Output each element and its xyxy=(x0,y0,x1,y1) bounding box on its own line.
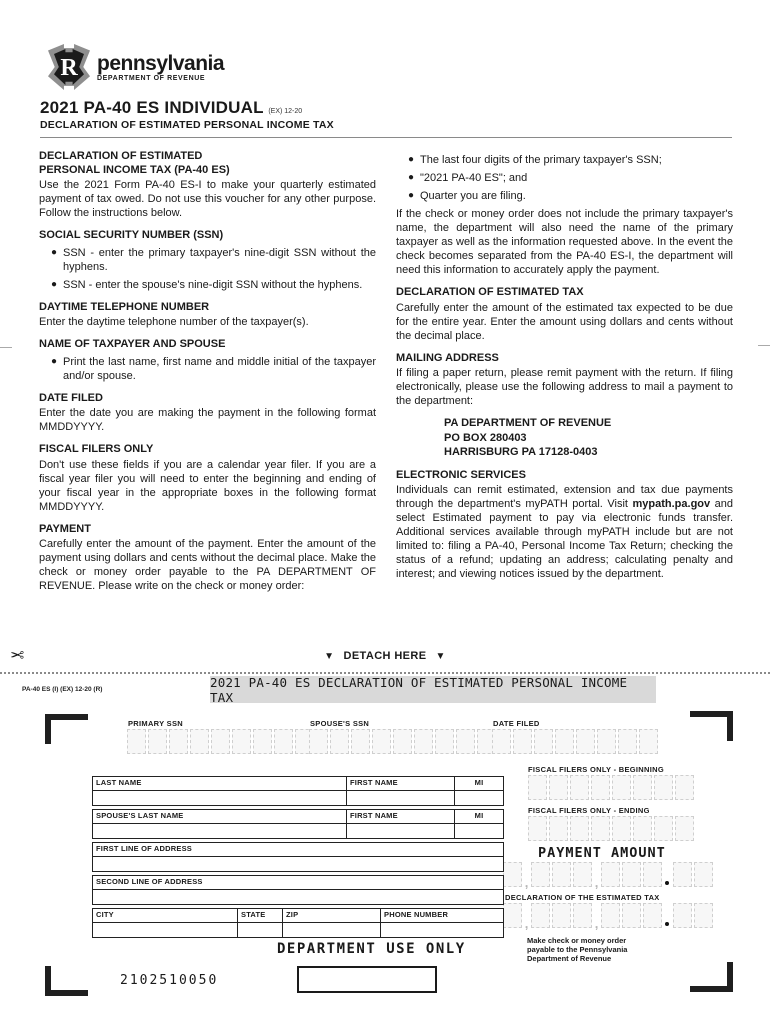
paragraph xyxy=(396,301,733,343)
instruction-section xyxy=(39,523,376,594)
section-heading: DECLARATION OF ESTIMATED TAX xyxy=(396,286,584,298)
paragraph xyxy=(396,207,733,277)
last-name-label: LAST NAME xyxy=(93,777,346,791)
address1-label: FIRST LINE OF ADDRESS xyxy=(93,843,503,857)
entry-box xyxy=(591,775,610,800)
entry-box xyxy=(232,729,251,754)
state-field xyxy=(238,923,282,937)
text: Carefully enter the amount of the estimated tax expected to be due for the entire year. Enter the amount using dollars and cents without the decimal place. xyxy=(396,301,733,342)
keystone-logo-icon xyxy=(48,44,90,90)
fold-mark-left xyxy=(0,347,12,348)
decimal-point xyxy=(664,879,671,887)
instruction-section xyxy=(39,301,376,330)
bullet-text xyxy=(63,355,376,383)
entry-box xyxy=(654,775,673,800)
city-label: CITY xyxy=(93,909,237,923)
entry-box xyxy=(330,729,349,754)
instruction-section xyxy=(39,443,376,514)
corner-mark-bottom-left xyxy=(45,966,88,996)
bullet-item xyxy=(39,246,376,274)
section-heading: SOCIAL SECURITY NUMBER (SSN) xyxy=(39,229,224,241)
entry-box xyxy=(601,862,620,887)
voucher-scanline-number: 2102510050 xyxy=(120,973,219,988)
entry-box xyxy=(643,862,662,887)
bullet-icon: ● xyxy=(408,154,415,165)
instruction-section xyxy=(396,153,733,277)
fiscal-beginning-boxes xyxy=(528,775,694,800)
text: Quarter you are filing. xyxy=(420,190,526,202)
instructions xyxy=(39,150,733,593)
section-heading: NAME OF TAXPAYER AND SPOUSE xyxy=(39,338,226,350)
bullet-text xyxy=(420,189,733,203)
bullet-item xyxy=(39,355,376,383)
entry-box xyxy=(654,816,673,841)
section-heading: FISCAL FILERS ONLY xyxy=(39,443,154,455)
declaration-tax-label: DECLARATION OF THE ESTIMATED TAX xyxy=(505,893,660,902)
fiscal-beginning-label: FISCAL FILERS ONLY - BEGINNING xyxy=(528,765,664,774)
pa-revenue-logo xyxy=(48,44,224,90)
section-heading: ELECTRONIC SERVICES xyxy=(396,468,526,481)
entry-box xyxy=(414,729,433,754)
bullet-item xyxy=(39,278,376,292)
text: If the check or money order does not include the primary taxpayer's name, the department will also need the name of the primary taxpayer as well as the information requested above. In the event the check becomes separated from the PA-40 ES-I, the department will need this information to accurately apply the payment. xyxy=(396,208,733,276)
entry-box xyxy=(552,862,571,887)
corner-mark-top-right xyxy=(690,711,733,741)
spouse-last-name-field xyxy=(93,824,346,838)
entry-box xyxy=(633,775,652,800)
entry-box xyxy=(673,862,692,887)
entry-box xyxy=(435,729,454,754)
entry-box xyxy=(576,729,595,754)
paragraph xyxy=(396,366,733,408)
address1-field xyxy=(93,857,503,871)
entry-box xyxy=(570,775,589,800)
entry-box xyxy=(549,816,568,841)
entry-box xyxy=(573,903,592,928)
entry-box xyxy=(456,729,475,754)
declaration-tax-boxes xyxy=(503,903,713,931)
instruction-section xyxy=(39,229,376,292)
spouse-mi-field xyxy=(455,824,503,838)
entry-box xyxy=(675,816,694,841)
table-row xyxy=(92,776,504,806)
corner-mark-bottom-right xyxy=(690,962,733,992)
entry-box xyxy=(622,903,641,928)
bullet-icon: ● xyxy=(51,355,58,367)
instruction-section xyxy=(396,469,733,582)
instruction-section xyxy=(396,352,733,460)
text: The last four digits of the primary taxpayer's SSN; xyxy=(420,154,662,166)
voucher-title-text: 2021 PA-40 ES DECLARATION OF ESTIMATED PERSONAL INCOME TAX xyxy=(210,674,628,705)
entry-box xyxy=(148,729,167,754)
table-row xyxy=(92,908,504,938)
keystone-letter: R xyxy=(60,54,78,81)
entry-box xyxy=(552,903,571,928)
form-title-text: 2021 PA-40 ES INDIVIDUAL xyxy=(40,98,264,117)
brand-department: DEPARTMENT OF REVENUE xyxy=(97,74,206,82)
paragraph xyxy=(39,315,376,329)
text: Enter the daytime telephone number of the taxpayer(s). xyxy=(39,316,309,328)
entry-box xyxy=(601,903,620,928)
taxpayer-info-table xyxy=(92,776,504,941)
text: SSN - enter the spouse's nine-digit SSN without the hyphens. xyxy=(63,278,363,291)
zip-label: ZIP xyxy=(283,909,380,923)
bullet-text xyxy=(63,278,376,292)
mailing-address-block: PA DEPARTMENT OF REVENUE PO BOX 280403 HARRISBURG PA 17128-0403 xyxy=(444,417,612,458)
entry-box xyxy=(513,729,532,754)
text: Carefully enter the amount of the payment. Enter the amount of the payment using dollars and cents without the decimal place. Make the check or money order payable to the PA DEPARTMENT OF REVENUE. Please write on the check or money order: xyxy=(39,538,376,592)
paragraph xyxy=(39,537,376,593)
table-row xyxy=(92,842,504,872)
entry-box xyxy=(618,729,637,754)
form-subtitle: DECLARATION OF ESTIMATED PERSONAL INCOME TAX xyxy=(40,119,334,131)
make-check-note: Make check or money order payable to the Pennsylvania Department of Revenue xyxy=(527,936,628,963)
instruction-section xyxy=(39,150,376,220)
table-row xyxy=(92,809,504,839)
city-field xyxy=(93,923,237,937)
section-heading: DECLARATION OF ESTIMATED PERSONAL INCOME TAX (PA-40 ES) xyxy=(39,150,230,176)
section-heading: MAILING ADDRESS xyxy=(396,351,499,364)
entry-box xyxy=(528,775,547,800)
department-use-only-label: DEPARTMENT USE ONLY xyxy=(277,941,466,957)
entry-box xyxy=(211,729,230,754)
text: "2021 PA-40 ES"; and xyxy=(420,172,528,184)
text: SSN - enter the primary taxpayer's nine-digit SSN without the hyphens. xyxy=(63,246,376,273)
text: Use the 2021 Form PA-40 ES-I to make your quarterly estimated payment of tax owed. Do not use this voucher for any other purpose. Follow the instructions below. xyxy=(39,179,376,219)
comma-separator: , xyxy=(524,875,529,890)
instruction-section xyxy=(39,392,376,435)
bullet-text xyxy=(420,171,733,185)
date-filed-label: DATE FILED xyxy=(493,719,540,728)
instruction-section xyxy=(396,286,733,343)
scissors-icon: ✂ xyxy=(10,646,25,665)
department-use-box xyxy=(297,966,437,993)
bold-text: mypath.pa.gov xyxy=(632,498,711,510)
entry-box xyxy=(531,903,550,928)
voucher-title-banner xyxy=(210,676,656,703)
form-title-revision: (EX) 12-20 xyxy=(268,108,303,115)
entry-box xyxy=(393,729,412,754)
entry-box xyxy=(503,862,522,887)
bullet-icon: ● xyxy=(408,172,415,183)
text: Don't use these fields if you are a calendar year filer. If you are a fiscal year filer you will need to enter the beginning and ending of your fiscal year in the appropriate boxes in the following format MMDDYYYY. xyxy=(39,458,376,513)
phone-field xyxy=(381,923,503,937)
entry-box xyxy=(673,903,692,928)
zip-field xyxy=(283,923,380,937)
mi-field xyxy=(455,791,503,805)
decimal-point xyxy=(664,920,671,928)
entry-box xyxy=(573,862,592,887)
paragraph xyxy=(39,458,376,514)
entry-box xyxy=(534,729,553,754)
comma-separator: , xyxy=(594,916,599,931)
entry-box xyxy=(633,816,652,841)
comma-separator: , xyxy=(594,875,599,890)
bullet-item xyxy=(396,153,733,167)
entry-box xyxy=(531,862,550,887)
address2-field xyxy=(93,890,503,904)
paragraph xyxy=(396,483,733,581)
primary-ssn-label: PRIMARY SSN xyxy=(128,719,183,728)
entry-box xyxy=(549,775,568,800)
bullet-item xyxy=(396,171,733,185)
date-filed-boxes xyxy=(492,729,658,754)
fiscal-ending-label: FISCAL FILERS ONLY - ENDING xyxy=(528,806,650,815)
phone-label: PHONE NUMBER xyxy=(381,909,503,923)
entry-box xyxy=(612,816,631,841)
entry-box xyxy=(492,729,511,754)
instructions-right-column xyxy=(396,150,733,593)
entry-box xyxy=(622,862,641,887)
entry-box xyxy=(372,729,391,754)
text: and select Estimated payment to pay via electronic funds transfer. Additional services available through myPATH include but are not limited to: filing a PA-40, Personal Income Tax Return; checking the status of a refund; updating an address; calculating penalty and interest; and viewing notices issued by the department. xyxy=(396,498,733,580)
section-heading: DATE FILED xyxy=(39,391,103,404)
spouse-last-name-label: SPOUSE'S LAST NAME xyxy=(93,810,346,824)
text: Print the last name, first name and middle initial of the taxpayer and/or spouse. xyxy=(63,355,376,382)
section-heading: PAYMENT xyxy=(39,522,91,535)
entry-box xyxy=(309,729,328,754)
voucher-form-code: PA-40 ES (I) (EX) 12-20 (R) xyxy=(22,686,103,693)
entry-box xyxy=(503,903,522,928)
table-row xyxy=(92,875,504,905)
instruction-section xyxy=(39,338,376,383)
bullet-icon: ● xyxy=(408,190,415,201)
bullet-item xyxy=(396,189,733,203)
spouse-first-name-label: FIRST NAME xyxy=(347,810,454,824)
last-name-field xyxy=(93,791,346,805)
entry-box xyxy=(190,729,209,754)
entry-box xyxy=(643,903,662,928)
instructions-left-column xyxy=(39,150,376,593)
entry-box xyxy=(570,816,589,841)
primary-ssn-boxes xyxy=(127,729,314,754)
detach-text: DETACH HERE xyxy=(343,650,427,662)
spouse-mi-label: MI xyxy=(455,810,503,824)
entry-box xyxy=(253,729,272,754)
text: Individuals can remit estimated, extension and tax due payments through the department's myPATH portal. Visit xyxy=(396,484,733,510)
entry-box xyxy=(274,729,293,754)
entry-box xyxy=(694,903,713,928)
detach-here-label xyxy=(0,650,770,662)
entry-box xyxy=(555,729,574,754)
text: Enter the date you are making the payment in the following format MMDDYYYY. xyxy=(39,407,376,433)
entry-box xyxy=(675,775,694,800)
first-name-label: FIRST NAME xyxy=(347,777,454,791)
paragraph xyxy=(39,178,376,220)
header-divider xyxy=(40,137,732,138)
entry-box xyxy=(528,816,547,841)
section-heading: DAYTIME TELEPHONE NUMBER xyxy=(39,300,210,313)
payment-amount-boxes xyxy=(503,862,713,890)
fold-mark-right xyxy=(758,345,770,346)
comma-separator: , xyxy=(524,916,529,931)
entry-box xyxy=(127,729,146,754)
entry-box xyxy=(597,729,616,754)
brand-name: pennsylvania xyxy=(97,51,225,75)
bullet-icon: ● xyxy=(51,246,58,258)
corner-mark-top-left xyxy=(45,714,88,744)
spouse-ssn-label: SPOUSE'S SSN xyxy=(310,719,370,728)
entry-box xyxy=(591,816,610,841)
fiscal-ending-boxes xyxy=(528,816,694,841)
payment-amount-label: PAYMENT AMOUNT xyxy=(538,845,666,861)
down-arrow-icon: ▼ xyxy=(435,651,446,662)
form-title xyxy=(40,98,302,118)
entry-box xyxy=(639,729,658,754)
bullet-icon: ● xyxy=(51,278,58,290)
entry-box xyxy=(169,729,188,754)
spouse-ssn-boxes xyxy=(309,729,496,754)
text: If filing a paper return, please remit payment with the return. If filing electronically, please use the following address to mail a payment to the department: xyxy=(396,367,733,407)
entry-box xyxy=(694,862,713,887)
bullet-text xyxy=(420,153,733,167)
mi-label: MI xyxy=(455,777,503,791)
paragraph xyxy=(39,406,376,434)
entry-box xyxy=(351,729,370,754)
entry-box xyxy=(612,775,631,800)
first-name-field xyxy=(347,791,454,805)
address2-label: SECOND LINE OF ADDRESS xyxy=(93,876,503,890)
bullet-text xyxy=(63,246,376,274)
spouse-first-name-field xyxy=(347,824,454,838)
down-arrow-icon: ▼ xyxy=(324,651,335,662)
state-label: STATE xyxy=(238,909,282,923)
